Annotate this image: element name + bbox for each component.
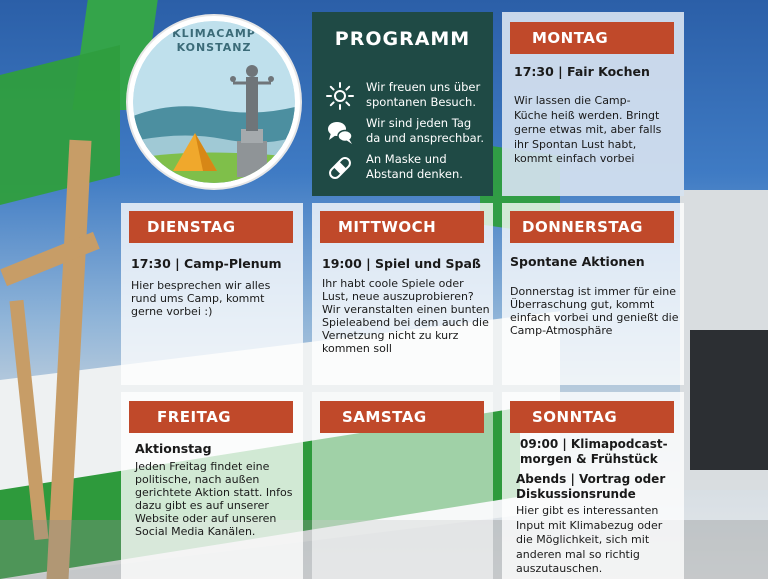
sun-icon xyxy=(326,82,354,110)
event-title: 17:30 | Fair Kochen xyxy=(514,64,650,79)
event-description: Jeden Freitag findet eine politische, nach außen gerichtete Aktion statt. Infos dazu gibt es auf unserer Website oder auf unseren Social Media Kanälen. xyxy=(135,460,293,538)
day-header-mittwoch: MITTWOCH xyxy=(320,211,484,243)
klimacamp-logo xyxy=(128,16,300,188)
event-description: Hier gibt es interessanten Input mit Klimabezug oder die Möglichkeit, sich mit anderen mal so richtig auszutauschen. xyxy=(516,504,663,575)
programm-item-text: Wir freuen uns über spontanen Besuch. xyxy=(366,80,481,109)
day-header-freitag: FREITAG xyxy=(129,401,293,433)
event-title: Spontane Aktionen xyxy=(510,254,645,269)
logo-title-line2: KONSTANZ xyxy=(176,41,252,54)
day-card-mittwoch xyxy=(312,203,493,385)
event-description: Donnerstag ist immer für eine Überraschung gut, kommt einfach vorbei und genießt die Camp-Atmosphäre xyxy=(510,285,679,337)
day-card-donnerstag xyxy=(502,203,684,385)
event-title: 09:00 | Klimapodcast- morgen & Frühstück xyxy=(520,437,668,466)
day-header-dienstag: DIENSTAG xyxy=(129,211,293,243)
green-flag xyxy=(0,45,120,205)
day-header-montag: MONTAG xyxy=(510,22,674,54)
event-description: Ihr habt coole Spiele oder Lust, neue auszuprobieren? Wir veranstalten einen bunten Spieleabend bei dem auch die Vernetzung nicht zu kurz kommen soll xyxy=(322,277,490,355)
building-entrance xyxy=(690,330,768,470)
programm-title: PROGRAMM xyxy=(334,28,471,50)
day-header-donnerstag: DONNERSTAG xyxy=(510,211,674,243)
day-card-montag xyxy=(502,12,684,196)
event-title: 19:00 | Spiel und Spaß xyxy=(322,256,481,271)
event-title: 17:30 | Camp-Plenum xyxy=(131,256,282,271)
bandage-icon xyxy=(326,154,354,182)
day-card-freitag xyxy=(121,392,303,579)
event-title: Aktionstag xyxy=(135,441,212,456)
programm-item-text: Wir sind jeden Tag da und ansprechbar. xyxy=(366,116,484,145)
event-description: Wir lassen die Camp- Küche heiß werden. Bringt gerne etwas mit, aber falls ihr Spontan Lust habt, kommt einfach vorbei xyxy=(514,94,662,165)
day-card-samstag xyxy=(312,392,493,579)
logo-title-line1: KLIMACAMP xyxy=(172,27,256,40)
day-header-sonntag: SONNTAG xyxy=(510,401,674,433)
event-title: Abends | Vortrag oder Diskussionsrunde xyxy=(516,472,666,501)
programm-panel xyxy=(312,12,493,196)
programm-item-text: An Maske und Abstand denken. xyxy=(366,152,463,181)
day-header-samstag: SAMSTAG xyxy=(320,401,484,433)
day-card-dienstag xyxy=(121,203,303,385)
day-card-sonntag xyxy=(502,392,684,579)
speech-bubbles-icon xyxy=(326,118,354,146)
event-description: Hier besprechen wir alles rund ums Camp, kommt gerne vorbei :) xyxy=(131,279,271,318)
